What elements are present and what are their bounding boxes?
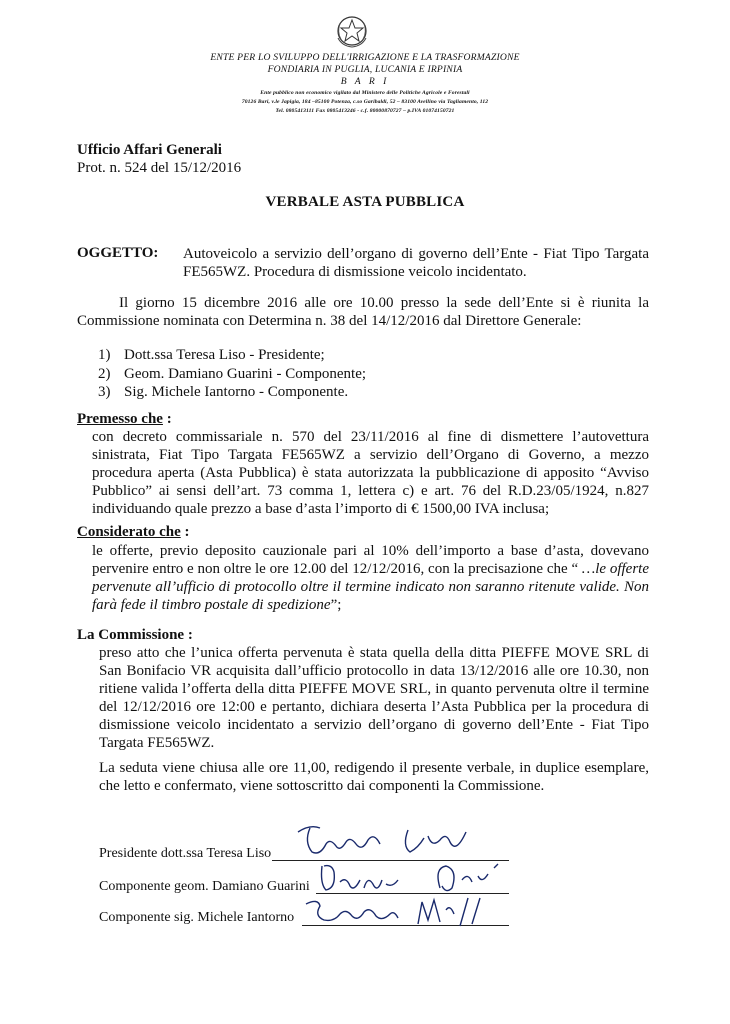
letterhead-line-1: ENTE PER LO SVILUPPO DELL'IRRIGAZIONE E LA TRASFORMAZIONE (210, 52, 520, 63)
office-name: Ufficio Affari Generali (77, 142, 222, 158)
premesso-text: con decreto commissariale n. 570 del 23/11/2016 al fine di dismettere l’autovettura sinistrata, Fiat Tipo Targata FE565WZ a servizio dell’Organo di Governo, a mezzo procedura aperta (Asta Pubblica) è stata autorizzata la pubblicazione di apposito “Avviso Pubblico” ai sensi dell’art. 73 comma 1, lettera c) e art. 76 del R.D.23/05/1924, n.827 individuando quale prezzo a base d’asta l’importo di € 1500,00 IVA inclusa; (92, 429, 649, 517)
subject-label: OGGETTO: (77, 245, 159, 261)
document-title: VERBALE ASTA PUBBLICA (265, 194, 465, 210)
list-item: 3) Sig. Michele Iantorno - Componente. (98, 384, 349, 400)
protocol-number: Prot. n. 524 del 15/12/2016 (77, 160, 242, 176)
list-item: 2) Geom. Damiano Guarini - Componente; (98, 365, 367, 382)
letterhead-city: B A R I (340, 76, 390, 87)
section-heading-premesso: Premesso che : (77, 411, 172, 427)
commissione-text: preso atto che l’unica offerta pervenuta è stata quella della ditta PIEFFE MOVE SRL di San Bonifacio VR acquisita dall’ufficio protocollo in data 13/12/2016 alle ore 10.30, non ritiene valida l’offerta della ditta PIEFFE MOVE SRL, in quanto pervenuta oltre il termine del 12/12/2016 ore 12:00 e pertanto, dichiara deserta l’Asta Pubblica per la procedura di dismissione veicolo incidentato a servizio dell’organo di governo dell’Ente - Fiat Tipo Targata FE565WZ. (99, 645, 649, 751)
letterhead-contacts: Tel. 0805413111 Fax 0805413246 - c.f. 80000870727 – p.IVA 01074150721 (275, 108, 455, 114)
commission-members-list (98, 346, 366, 402)
signature-label-component-1: Componente geom. Damiano Guarini (99, 879, 310, 894)
intro-paragraph: Il giorno 15 dicembre 2016 alle ore 10.00 presso la sede dell’Ente si è riunita la Commissione nominata con Determina n. 38 del 14/12/2016 dal Direttore Generale: (77, 295, 649, 329)
signature-label-component-2: Componente sig. Michele Iantorno (99, 910, 295, 925)
republic-emblem-icon (332, 12, 372, 50)
section-heading-considerato: Considerato che : (77, 524, 190, 540)
section-heading-commissione: La Commissione : (77, 627, 193, 643)
handwritten-signature-president (290, 818, 500, 862)
closing-paragraph: La seduta viene chiusa alle ore 11,00, redigendo il presente verbale, in duplice esemplare, che letto e confermato, viene sottoscritto dai componenti la Commissione. (99, 760, 649, 794)
list-item: 1) Dott.ssa Teresa Liso - Presidente; (98, 347, 325, 363)
letterhead-addresses: 70126 Bari, v.le Japigia, 184 –85100 Potenza, c.so Garibaldi, 52 – 83100 Avellino via Tagliamento, 112 (241, 99, 489, 105)
subject-text: Autoveicolo a servizio dell’organo di governo dell’Ente - Fiat Tipo Targata FE565WZ. Procedura di dismissione veicolo incidentato. (183, 246, 649, 280)
signature-label-president: Presidente dott.ssa Teresa Liso (99, 846, 272, 861)
handwritten-signature-component-2 (300, 890, 500, 932)
letterhead-note: Ente pubblico non economico vigilato dal Ministero delle Politiche Agricole e Forestali (260, 90, 470, 96)
considerato-text: le offerte, previo deposito cauzionale pari al 10% dell’importo a base d’asta, dovevano pervenire entro e non oltre le ore 12.00 del 12/12/2016, con la precisazione che “ …le offerte pervenute all’ufficio di protocollo oltre il termine indicato non saranno ritenute valide. Non farà fede il timbro postale di spedizione”; (92, 543, 649, 613)
letterhead-line-2: FONDIARIA IN PUGLIA, LUCANIA E IRPINIA (267, 64, 463, 75)
